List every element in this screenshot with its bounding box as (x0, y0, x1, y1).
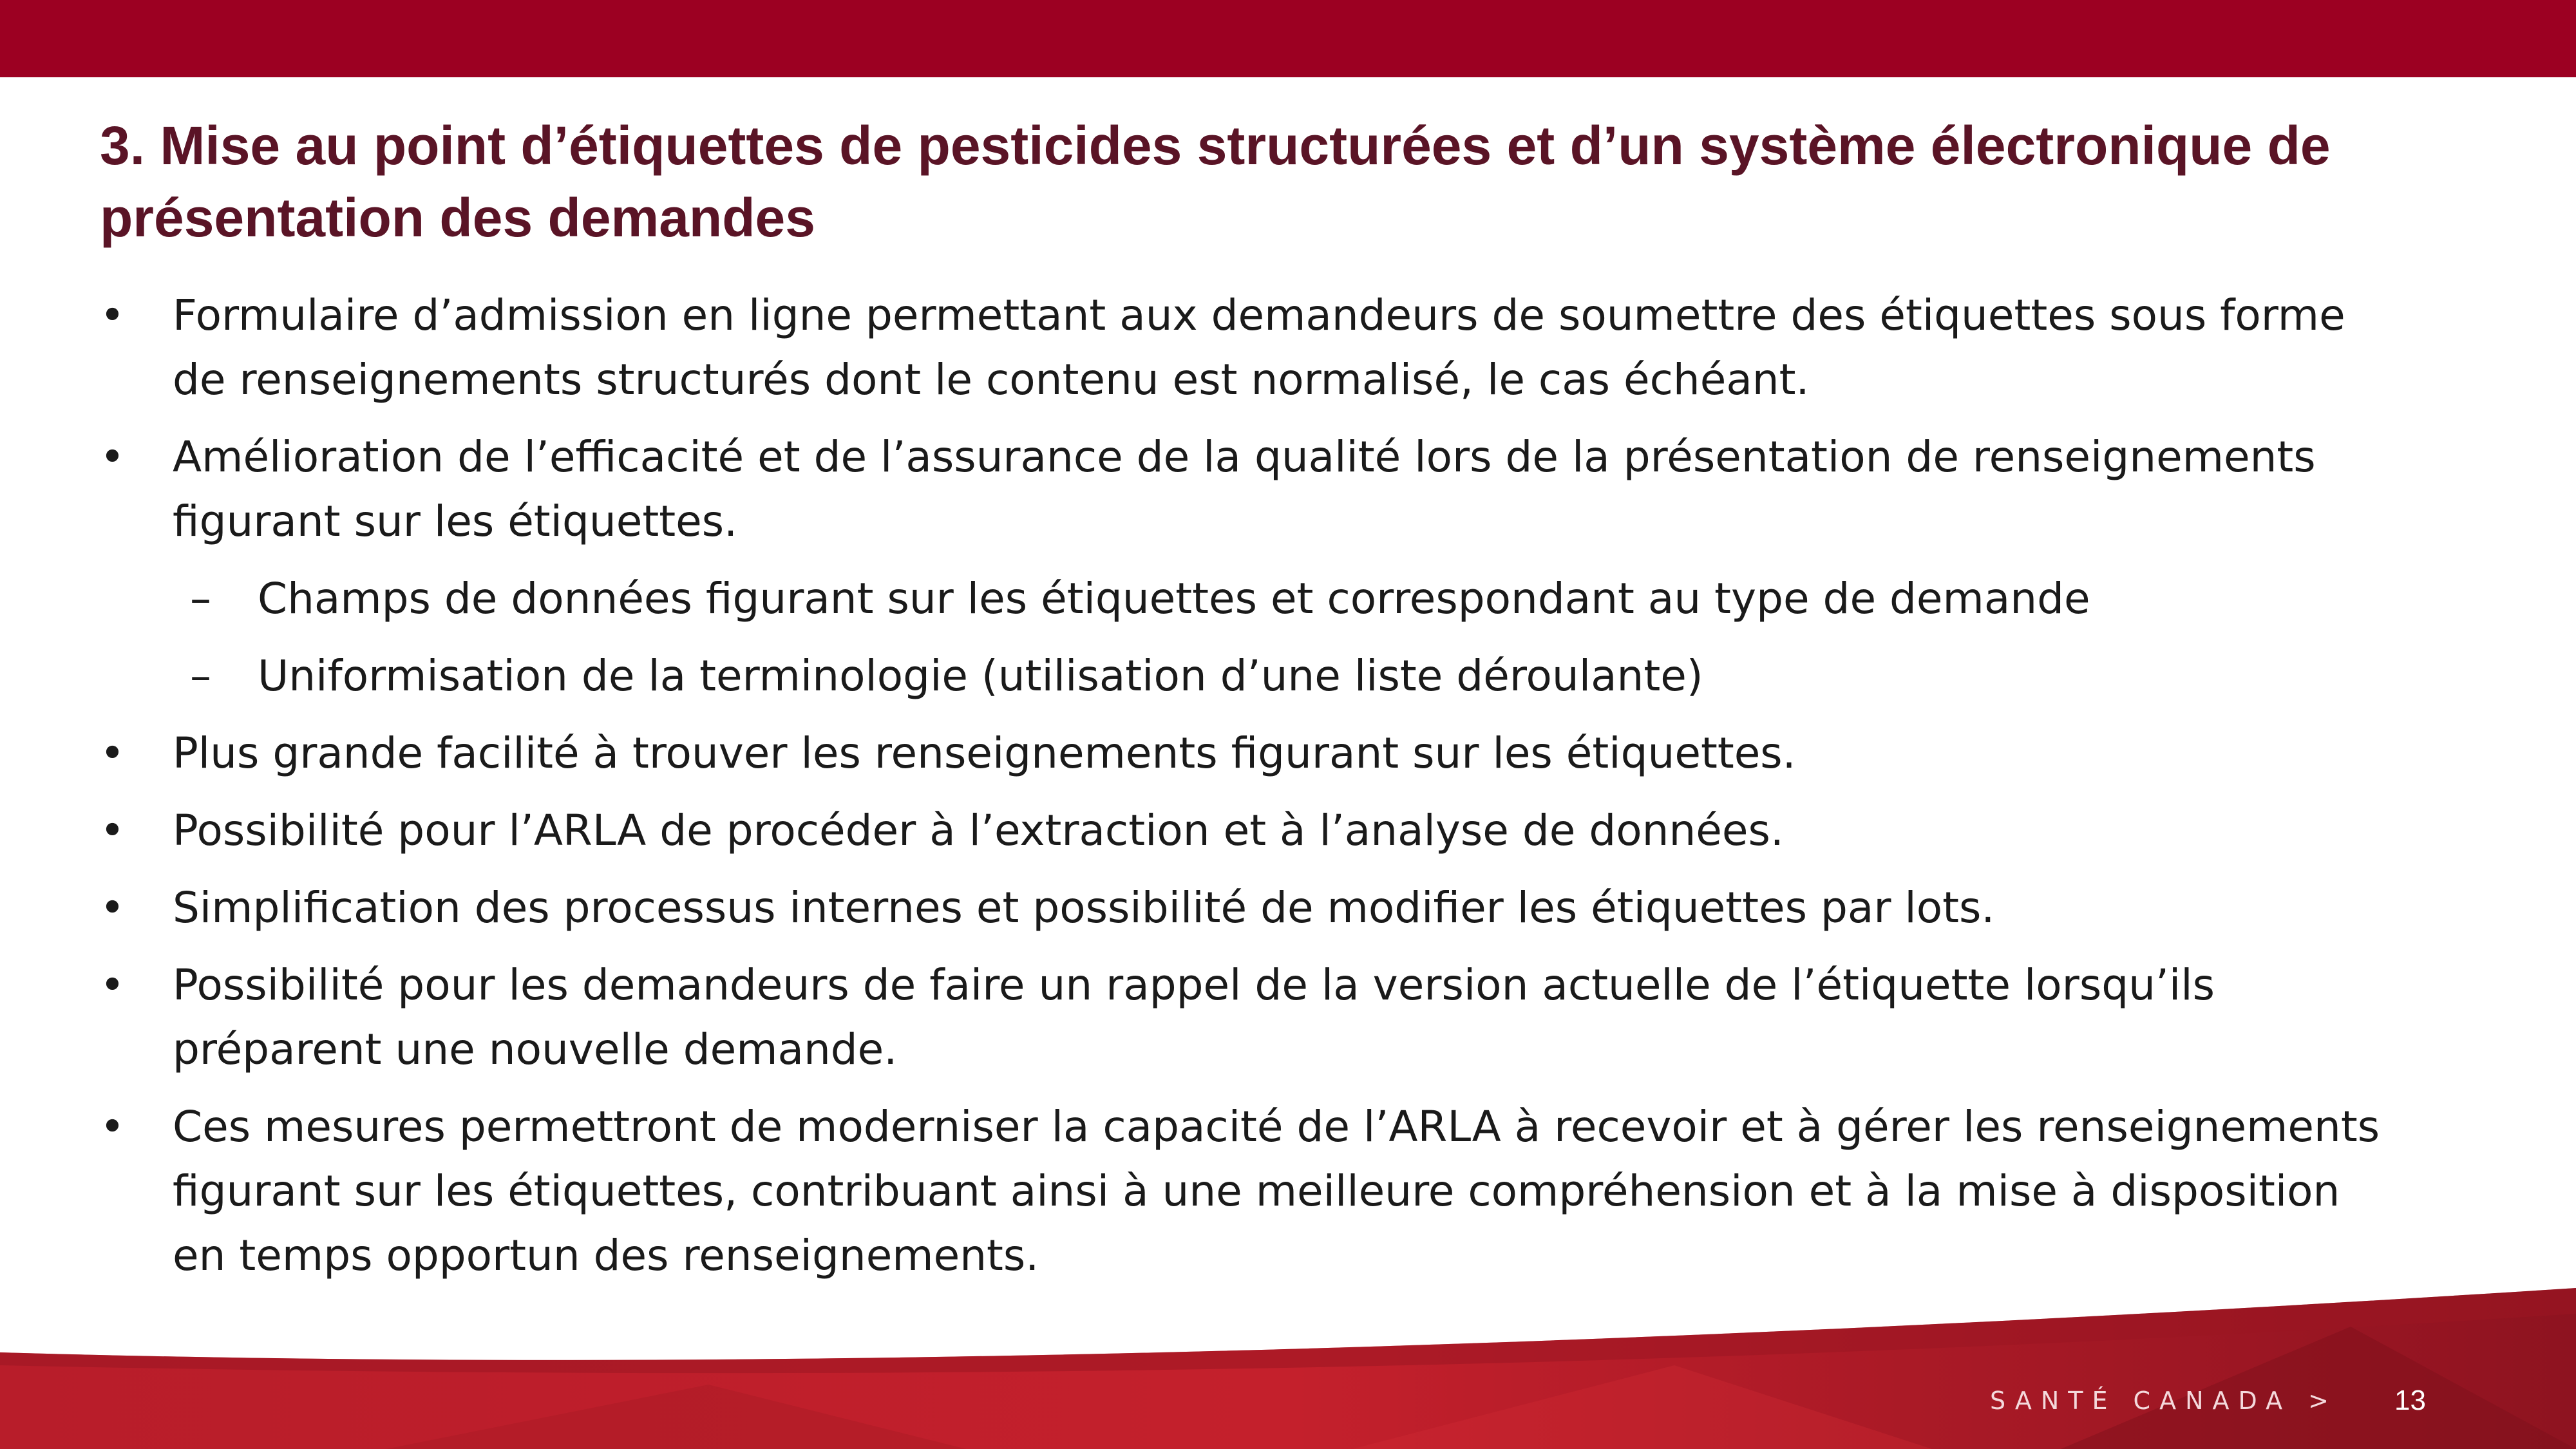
bullet-text: Possibilité pour l’ARLA de procéder à l’extraction et à l’analyse de données. (173, 806, 1784, 855)
bullet-item (100, 953, 2405, 1082)
bullet-item (100, 799, 2405, 863)
dash-marker: – (190, 574, 211, 623)
footer-organization: SANTÉ CANADA > (1990, 1387, 2338, 1415)
bullet-text: Plus grande facilité à trouver les renseignements figurant sur les étiquettes. (173, 728, 1796, 778)
bullet-marker: • (100, 728, 125, 778)
bullet-marker: • (100, 432, 125, 482)
bullet-text: Ces mesures permettront de moderniser la capacité de l’ARLA à recevoir et à gérer les renseignements figurant sur les étiquettes, contribuant ainsi à une meilleure compréhension et à la mise à disposition en temps opportun des renseignements. (173, 1102, 2380, 1280)
bullet-item (100, 721, 2405, 786)
bullet-marker: • (100, 290, 125, 340)
bullet-text: Amélioration de l’efficacité et de l’assurance de la qualité lors de la présentation de renseignements figurant sur les étiquettes. (173, 432, 2316, 546)
bullet-item (100, 876, 2405, 940)
bullet-text: Formulaire d’admission en ligne permettant aux demandeurs de soumettre des étiquettes sous forme de renseignements structurés dont le contenu est normalisé, le cas échéant. (173, 290, 2345, 404)
bullet-marker: • (100, 806, 125, 855)
bullet-text: Possibilité pour les demandeurs de faire un rappel de la version actuelle de l’étiquette lorsqu’ils préparent une nouvelle demande. (173, 960, 2215, 1074)
sub-bullet-item (100, 644, 2405, 708)
bullet-marker: • (100, 960, 125, 1010)
bullet-text: Uniformisation de la terminologie (utilisation d’une liste déroulante) (258, 651, 1703, 701)
footer-wave-graphic (0, 1256, 2576, 1449)
bullet-text: Simplification des processus internes et possibilité de modifier les étiquettes par lots. (173, 883, 1995, 933)
sub-bullet-item (100, 567, 2405, 631)
page-number: 13 (2394, 1385, 2426, 1416)
bullet-item (100, 425, 2405, 554)
bullet-item (100, 283, 2405, 412)
bullet-marker: • (100, 883, 125, 933)
top-banner (0, 0, 2576, 77)
bullet-marker: • (100, 1102, 125, 1151)
bullet-list (100, 283, 2405, 1301)
slide-title: 3. Mise au point d’étiquettes de pesticides structurées et d’un système électronique de présentation des demandes (100, 115, 2331, 248)
dash-marker: – (190, 651, 211, 701)
bullet-text: Champs de données figurant sur les étiquettes et correspondant au type de demande (258, 574, 2090, 623)
